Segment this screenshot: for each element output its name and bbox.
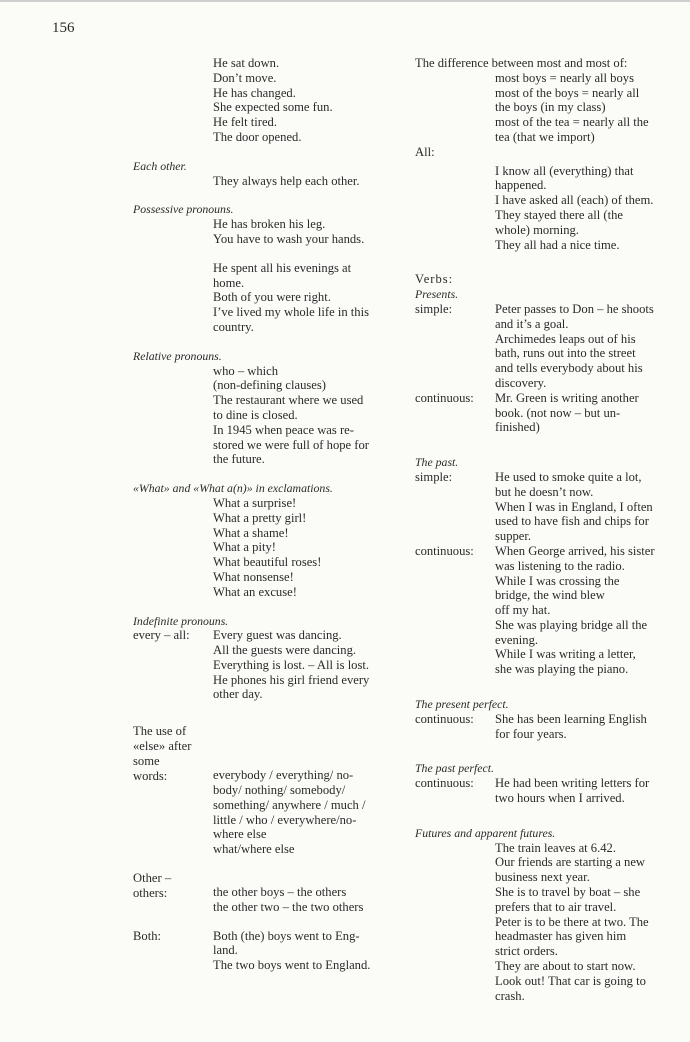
text-line: business next year. bbox=[495, 870, 590, 885]
text-line: discovery. bbox=[495, 375, 547, 390]
text-line: He has changed. bbox=[213, 85, 296, 100]
row-label: continuous: bbox=[415, 543, 474, 558]
label-row bbox=[415, 544, 677, 677]
text-line: Both (the) boys went to Eng- bbox=[213, 928, 360, 943]
text-line: what/where else bbox=[213, 842, 295, 857]
text-line: He spent all his evenings at bbox=[213, 260, 352, 275]
text-line: I have asked all (each) of them. bbox=[495, 193, 654, 208]
lines-block bbox=[133, 496, 395, 600]
label-row bbox=[415, 302, 677, 391]
section-heading: The difference between most and most of: bbox=[415, 56, 628, 70]
lines-block bbox=[495, 712, 677, 742]
text-line: What a pretty girl! bbox=[213, 510, 307, 525]
text-line: Other – bbox=[133, 871, 172, 886]
label-row bbox=[133, 724, 395, 857]
text-line: When I was in England, I often bbox=[495, 499, 653, 514]
section-heading: Verbs: bbox=[415, 272, 454, 287]
top-rule bbox=[0, 0, 690, 2]
text-line: (non-defining clauses) bbox=[213, 378, 326, 393]
text-line: book. (not now – but un- bbox=[495, 405, 621, 420]
text-line: little / who / everywhere/no- bbox=[213, 812, 357, 827]
lines-block bbox=[133, 56, 395, 145]
section-all bbox=[415, 145, 677, 253]
text-line: «else» after bbox=[133, 739, 192, 754]
section-both bbox=[133, 929, 395, 973]
section-each-other bbox=[133, 159, 395, 189]
text-line: used to have fish and chips for bbox=[495, 514, 649, 529]
text-line: supper. bbox=[495, 529, 532, 544]
lines-block bbox=[495, 391, 677, 435]
text-line: They are about to start now. bbox=[495, 959, 636, 974]
text-line: most boys = nearly all boys bbox=[495, 70, 634, 85]
section-futures bbox=[415, 826, 677, 1004]
text-line: she was playing the piano. bbox=[495, 662, 629, 677]
section-heading: The past. bbox=[415, 455, 459, 470]
text-line: While I was crossing the bbox=[495, 573, 620, 588]
section-heading: Each other. bbox=[133, 158, 187, 173]
section-heading: The present perfect. bbox=[415, 697, 509, 712]
text-line: but he doesn’t now. bbox=[495, 484, 594, 499]
lines-block bbox=[495, 302, 677, 391]
text-line: happened. bbox=[495, 178, 547, 193]
lines-block bbox=[495, 544, 677, 677]
lines-block bbox=[213, 724, 395, 857]
section-verbs-presents bbox=[415, 272, 677, 435]
section-use-of-else bbox=[133, 724, 395, 857]
text-line: Peter is to be there at two. The bbox=[495, 914, 649, 929]
text-line: What a surprise! bbox=[213, 495, 297, 510]
section-heading: «What» and «What a(n)» in exclamations. bbox=[133, 481, 333, 496]
text-line: most of the tea = nearly all the bbox=[495, 115, 649, 130]
text-line: bath, runs out into the street bbox=[495, 346, 636, 361]
lines-block bbox=[495, 776, 677, 806]
text-line: The restaurant where we used bbox=[213, 393, 364, 408]
section-heading: The past perfect. bbox=[415, 761, 494, 776]
page-number: 156 bbox=[52, 20, 75, 36]
text-line: She is to travel by boat – she bbox=[495, 885, 641, 900]
lines-block bbox=[495, 470, 677, 544]
text-line: Mr. Green is writing another bbox=[495, 390, 639, 405]
text-line: In 1945 when peace was re- bbox=[213, 422, 354, 437]
section-possessive-pronouns bbox=[133, 202, 395, 334]
label-row bbox=[133, 871, 395, 915]
text-line: to dine is closed. bbox=[213, 407, 298, 422]
text-line: The two boys went to England. bbox=[213, 958, 371, 973]
section-past-perfect bbox=[415, 761, 677, 805]
text-line: He has broken his leg. bbox=[213, 217, 326, 232]
text-line: What a shame! bbox=[213, 525, 289, 540]
text-line: Peter passes to Don – he shoots bbox=[495, 301, 654, 316]
text-line: He sat down. bbox=[213, 56, 280, 70]
text-line: What nonsense! bbox=[213, 569, 294, 584]
text-line: off my hat. bbox=[495, 603, 551, 618]
text-line: the future. bbox=[213, 452, 265, 467]
text-line: some bbox=[133, 753, 160, 768]
row-label: continuous: bbox=[415, 390, 474, 405]
text-line: where else bbox=[213, 827, 267, 842]
text-line: who – which bbox=[213, 363, 279, 378]
text-line: body/ nothing/ somebody/ bbox=[213, 783, 346, 798]
text-line: While I was writing a letter, bbox=[495, 647, 636, 662]
text-line: He used to smoke quite a lot, bbox=[495, 469, 642, 484]
text-line: Look out! That car is going to bbox=[495, 973, 646, 988]
text-line: Everything is lost. – All is lost. bbox=[213, 657, 370, 672]
text-line: He had been writing letters for bbox=[495, 776, 650, 791]
right-column bbox=[415, 56, 677, 1017]
text-line: What an excuse! bbox=[213, 584, 297, 599]
section-most-of bbox=[415, 56, 677, 145]
label-row bbox=[415, 470, 677, 544]
text-line: She expected some fun. bbox=[213, 100, 333, 115]
text-line: He felt tired. bbox=[213, 115, 277, 130]
text-line: headmaster has given him bbox=[495, 929, 627, 944]
section-other-others bbox=[133, 871, 395, 915]
label-row bbox=[133, 628, 395, 702]
text-line: I know all (everything) that bbox=[495, 163, 634, 178]
text-line: finished) bbox=[495, 420, 540, 435]
section-simple-sentences bbox=[133, 56, 395, 145]
text-line: for four years. bbox=[495, 726, 567, 741]
label-row bbox=[415, 391, 677, 435]
text-line: I’ve lived my whole life in this bbox=[213, 305, 369, 320]
text-line: two hours when I arrived. bbox=[495, 791, 625, 806]
text-line: Don’t move. bbox=[213, 70, 277, 85]
lines-block bbox=[133, 217, 395, 247]
text-line: was listening to the radio. bbox=[495, 558, 625, 573]
text-line: He phones his girl friend every bbox=[213, 672, 370, 687]
section-heading: Relative pronouns. bbox=[133, 348, 222, 363]
text-line: crash. bbox=[495, 988, 525, 1003]
text-line: everybody / everything/ no- bbox=[213, 768, 354, 783]
sub-heading: Presents. bbox=[415, 287, 459, 302]
section-heading: Indefinite pronouns. bbox=[133, 613, 229, 628]
text-line: and tells everybody about his bbox=[495, 361, 643, 376]
text-line: and it’s a goal. bbox=[495, 316, 569, 331]
text-line: the other two – the two others bbox=[213, 899, 364, 914]
text-line: other day. bbox=[213, 687, 263, 702]
text-line: others: bbox=[133, 885, 168, 900]
lines-block bbox=[133, 364, 395, 468]
row-label: continuous: bbox=[415, 776, 474, 791]
text-line: something/ anywhere / much / bbox=[213, 797, 366, 812]
text-line: All the guests were dancing. bbox=[213, 643, 357, 658]
text-line: country. bbox=[213, 319, 254, 334]
text-line: words: bbox=[133, 768, 168, 783]
lines-block bbox=[213, 871, 395, 915]
text-line: The train leaves at 6.42. bbox=[495, 840, 616, 855]
text-line: prefers that to air travel. bbox=[495, 899, 617, 914]
lines-block bbox=[415, 164, 677, 253]
text-line: the other boys – the others bbox=[213, 885, 347, 900]
text-line: stored we were full of hope for bbox=[213, 437, 369, 452]
text-line: The door opened. bbox=[213, 129, 302, 144]
text-line: tea (that we import) bbox=[495, 129, 595, 144]
row-label: Both: bbox=[133, 928, 161, 943]
lines-block bbox=[133, 261, 395, 335]
text-line: the boys (in my class) bbox=[495, 100, 606, 115]
section-heading: All: bbox=[415, 144, 435, 159]
lines-block bbox=[213, 929, 395, 973]
text-line: She has been learning English bbox=[495, 711, 647, 726]
lines-block bbox=[133, 174, 395, 189]
row-label bbox=[133, 724, 213, 857]
text-line: The use of bbox=[133, 724, 187, 739]
lines-block bbox=[213, 628, 395, 702]
text-line: What beautiful roses! bbox=[213, 555, 322, 570]
label-row bbox=[415, 776, 677, 806]
text-line: strict orders. bbox=[495, 944, 558, 959]
text-line: bridge, the wind blew bbox=[495, 588, 605, 603]
text-line: She was playing bridge all the bbox=[495, 617, 648, 632]
row-label: simple: bbox=[415, 301, 453, 316]
text-line: When George arrived, his sister bbox=[495, 543, 655, 558]
row-label bbox=[133, 871, 213, 915]
text-line: What a pity! bbox=[213, 540, 276, 555]
text-line: Both of you were right. bbox=[213, 290, 331, 305]
label-row bbox=[415, 712, 677, 742]
section-heading: Futures and apparent futures. bbox=[415, 825, 556, 840]
section-present-perfect bbox=[415, 697, 677, 741]
section-heading: Possessive pronouns. bbox=[133, 202, 234, 217]
text-line: most of the boys = nearly all bbox=[495, 85, 640, 100]
text-line: whole) morning. bbox=[495, 222, 579, 237]
section-relative-pronouns bbox=[133, 349, 395, 467]
row-label: continuous: bbox=[415, 711, 474, 726]
row-label: simple: bbox=[415, 469, 453, 484]
section-exclamations bbox=[133, 481, 395, 599]
text-line: Every guest was dancing. bbox=[213, 628, 342, 643]
row-label: every – all: bbox=[133, 628, 190, 643]
left-column bbox=[133, 56, 395, 987]
label-row bbox=[133, 929, 395, 973]
text-line: They stayed there all (the bbox=[495, 207, 623, 222]
text-line: evening. bbox=[495, 632, 539, 647]
lines-block bbox=[415, 71, 677, 145]
text-line: They all had a nice time. bbox=[495, 237, 620, 252]
lines-block bbox=[415, 841, 677, 1004]
text-line: Our friends are starting a new bbox=[495, 855, 646, 870]
section-indefinite-pronouns bbox=[133, 614, 395, 703]
text-line: They always help each other. bbox=[213, 173, 360, 188]
text-line: You have to wash your hands. bbox=[213, 231, 365, 246]
text-line: home. bbox=[213, 275, 245, 290]
text-line: land. bbox=[213, 943, 238, 958]
section-the-past bbox=[415, 455, 677, 677]
text-line: Archimedes leaps out of his bbox=[495, 331, 636, 346]
